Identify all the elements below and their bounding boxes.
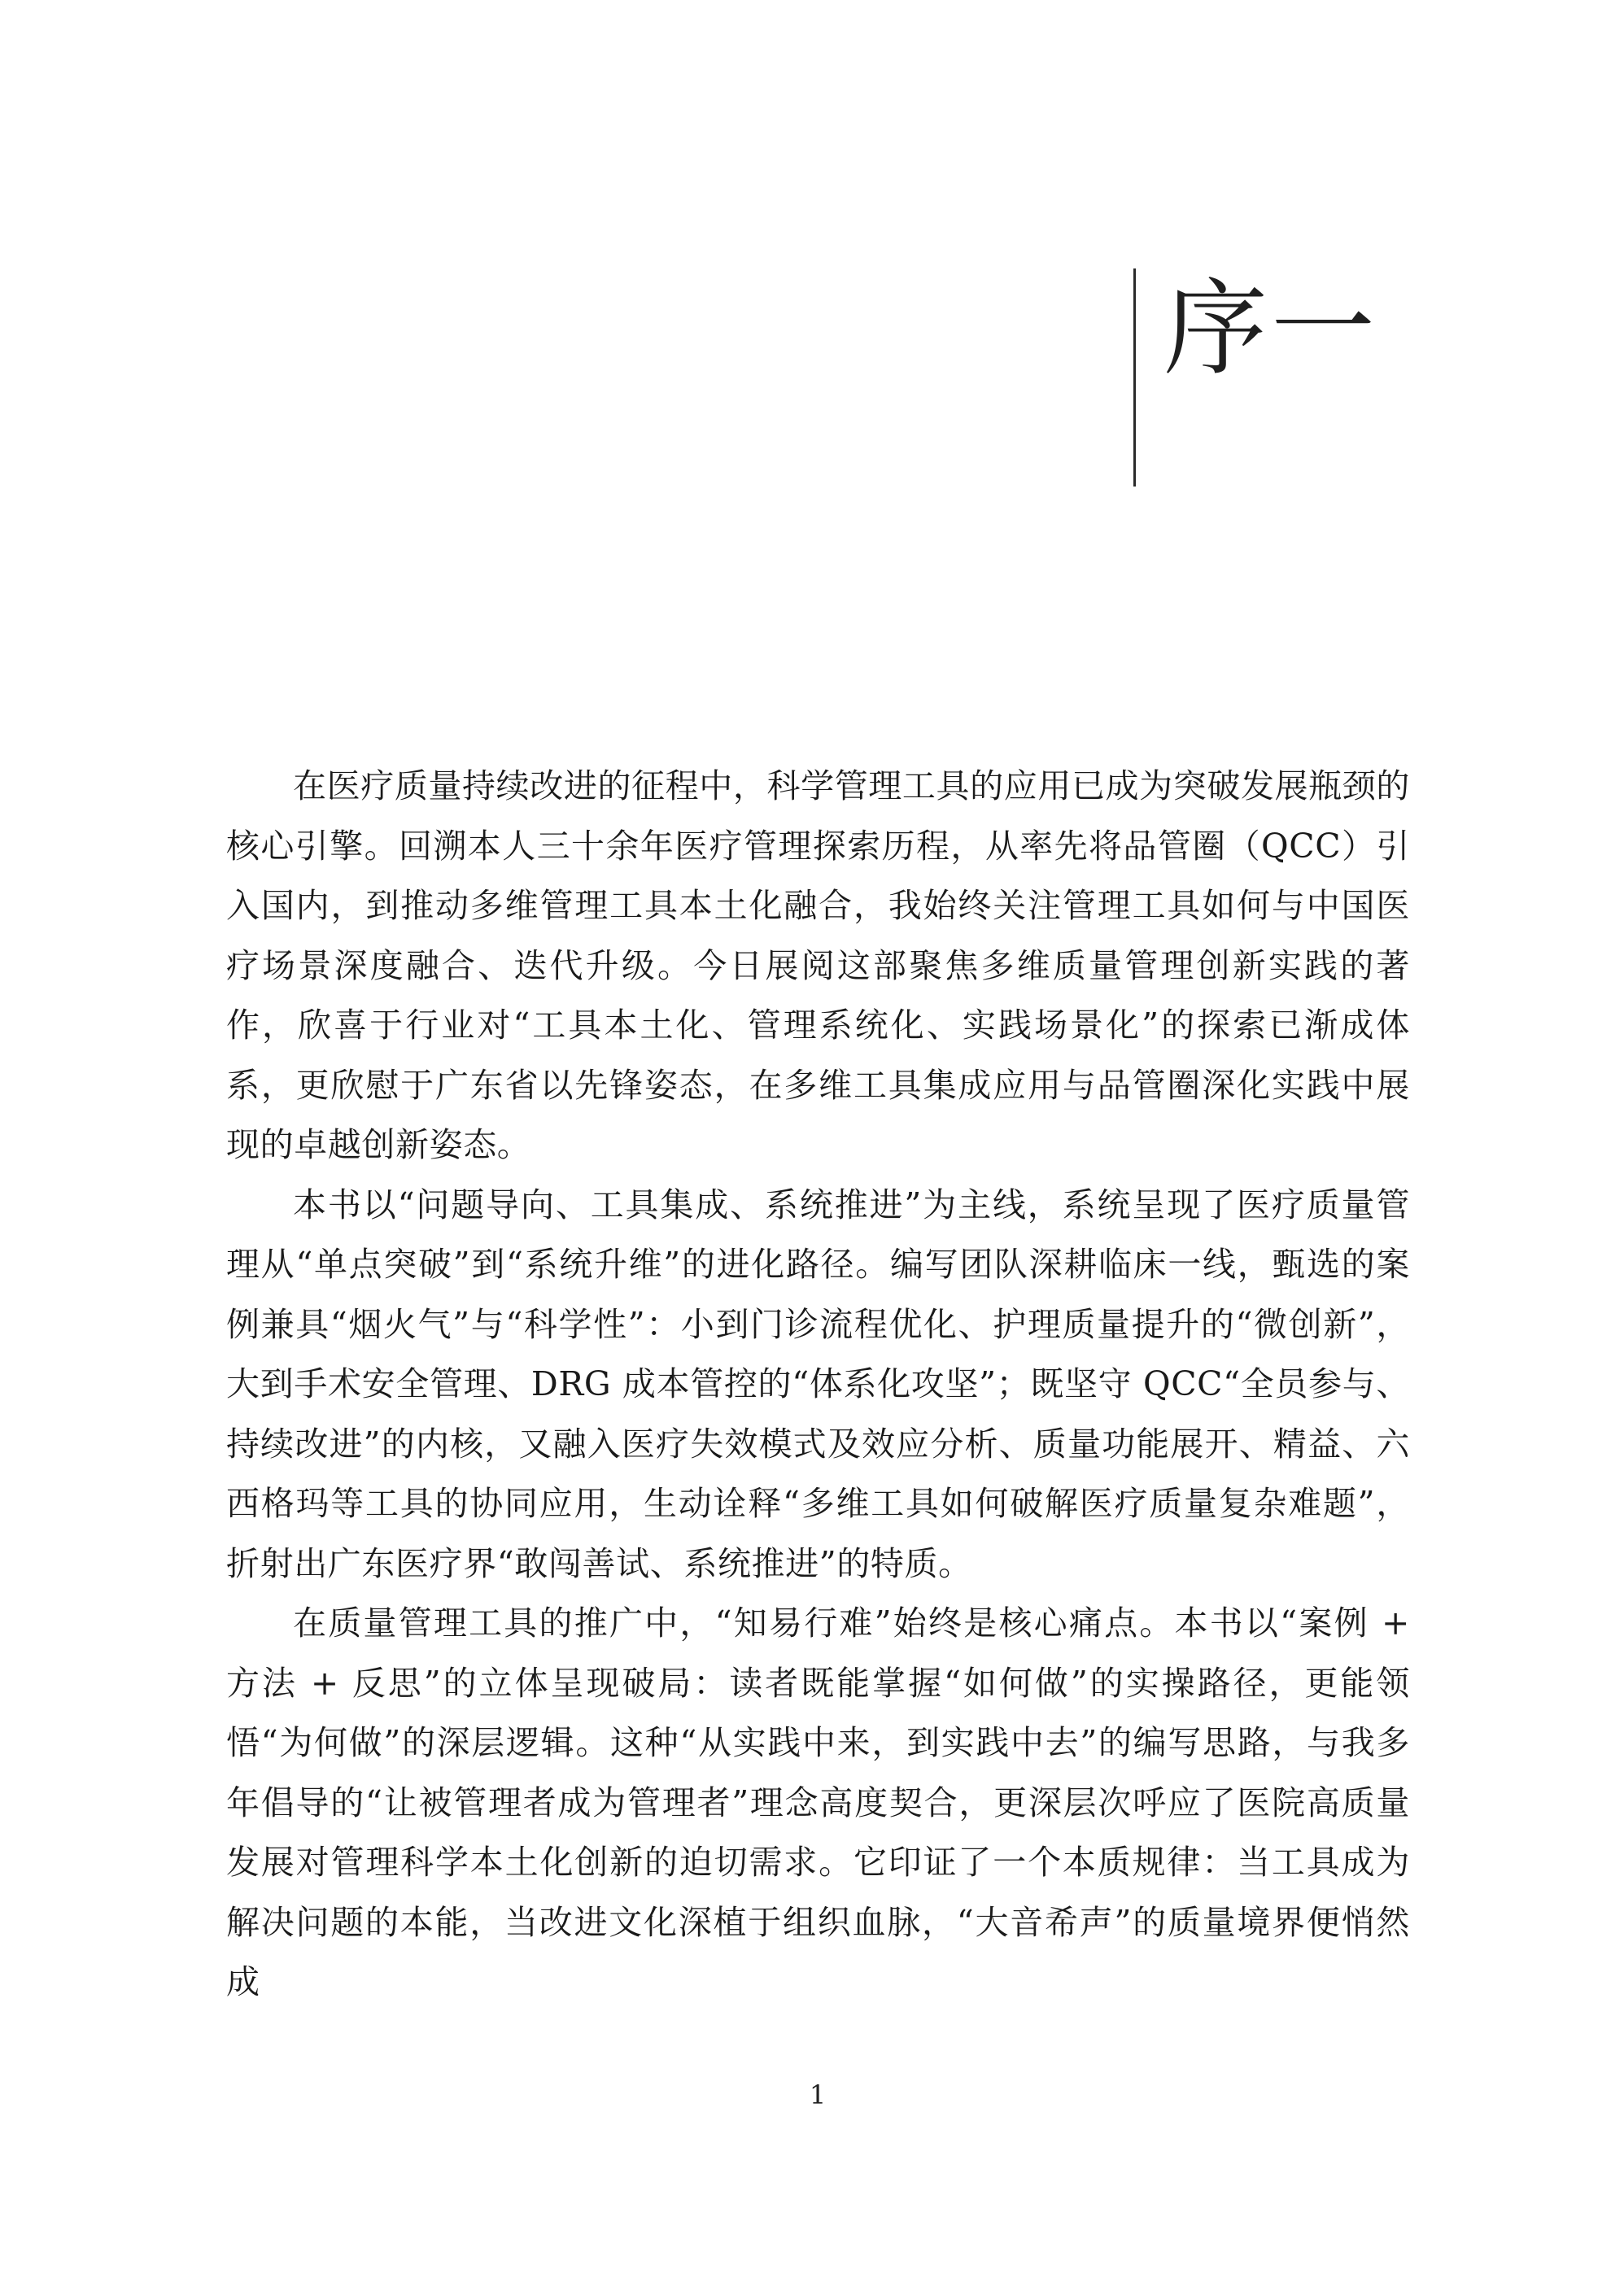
paragraph-3: 在质量管理工具的推广中，“知易行难”始终是核心痛点。本书以“案例 + 方法 + 反思”的立体呈现破局：读者既能掌握“如何做”的实操路径，更能领悟“为何做”的深层逻辑。这种“从实践中来，到实践中去”的编写思路，与我多年倡导的“让被管理者成为管理者”理念高度契合，更深层次呼应了医院高质量发展对管理科学本土化创新的迫切需求。它印证了一个本质规律：当工具成为解决问题的本能，当改进文化深植于组织血脉，“大音希声”的质量境界便悄然成: [226, 1604, 1410, 2001]
page-number: 1: [809, 2079, 827, 2110]
paragraph-1: 在医疗质量持续改进的征程中，科学管理工具的应用已成为突破发展瓶颈的核心引擎。回溯本人三十余年医疗管理探索历程，从率先将品管圈（QCC）引入国内，到推动多维管理工具本土化融合，我始终关注管理工具如何与中国医疗场景深度融合、迭代升级。今日展阅这部聚焦多维质量管理创新实践的著作，欣喜于行业对“工具本土化、管理系统化、实践场景化”的探索已渐成体系，更欣慰于广东省以先锋姿态，在多维工具集成应用与品管圈深化实践中展现的卓越创新姿态。: [226, 766, 1410, 1164]
preface-body: [226, 757, 1410, 2013]
title-divider-line: [1133, 268, 1136, 487]
paragraph-2: 本书以“问题导向、工具集成、系统推进”为主线，系统呈现了医疗质量管理从“单点突破”到“系统升维”的进化路径。编写团队深耕临床一线，甄选的案例兼具“烟火气”与“科学性”：小到门诊流程优化、护理质量提升的“微创新”，大到手术安全管理、DRG 成本管控的“体系化攻坚”；既坚守 QCC“全员参与、持续改进”的内核，又融入医疗失效模式及效应分析、质量功能展开、精益、六西格玛等工具的协同应用，生动诠释“多维工具如何破解医疗质量复杂难题”，折射出广东医疗界“敢闯善试、系统推进”的特质。: [226, 1185, 1410, 1583]
chapter-title: 序一: [1163, 268, 1379, 390]
